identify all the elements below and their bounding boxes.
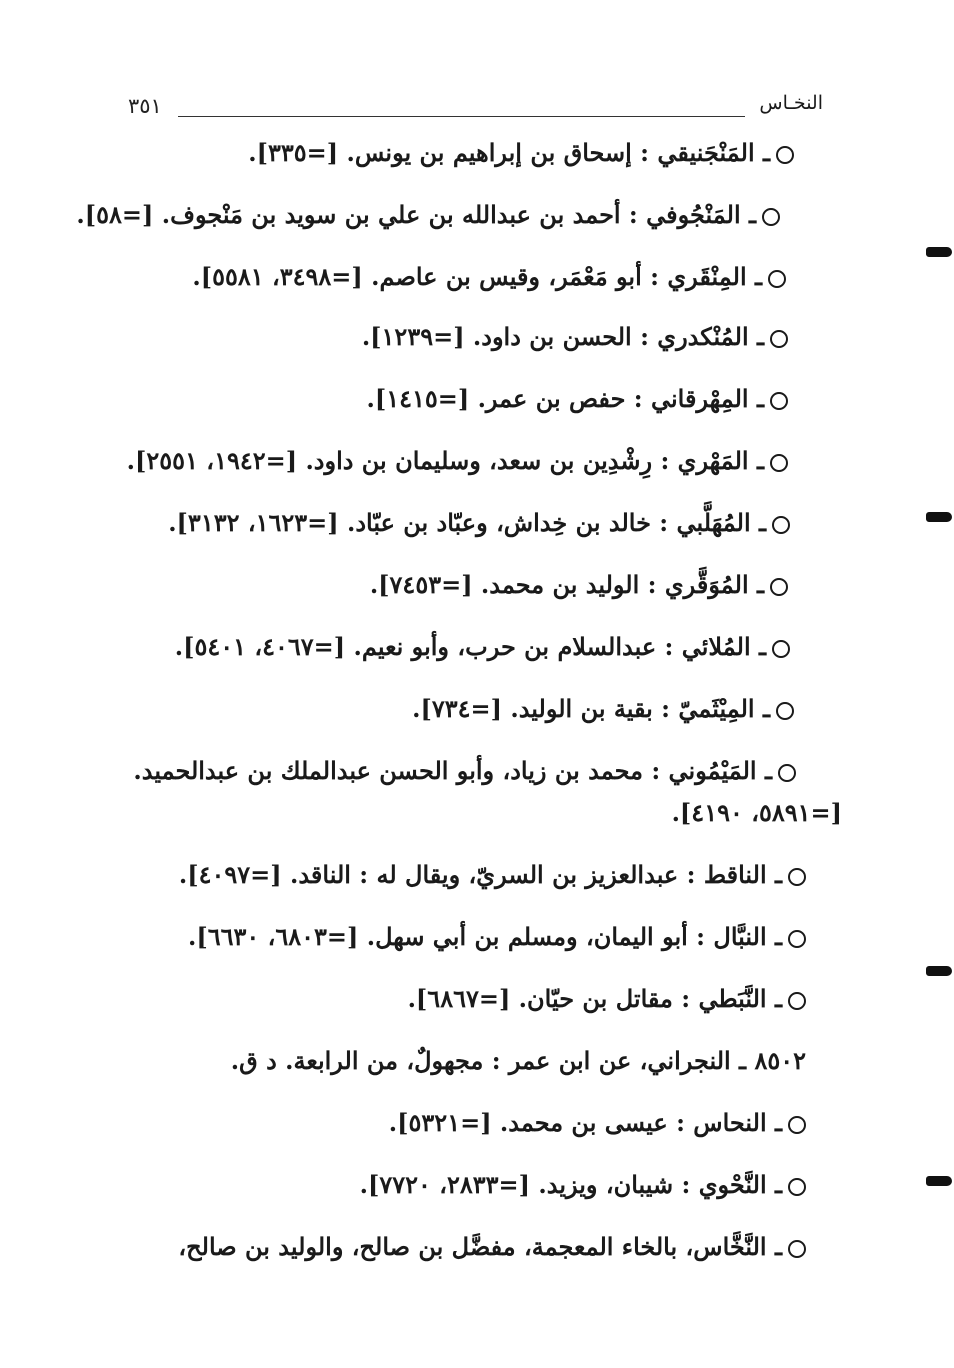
page-number: ٣٥١ <box>128 94 162 118</box>
entry-text: ـ النبَّال : أبو اليمان، ومسلم بن أبي سهل. [=٦٨٠٣، ٦٦٣٠]. <box>187 922 782 951</box>
entry-text: ـ المِهْرقاني : حفص بن عمر. [=١٤١٥]. <box>366 384 764 413</box>
page-header <box>128 92 823 126</box>
entry-text: ـ المُنْكدري : الحسن بن داود. [=١٢٣٩]. <box>361 322 764 351</box>
entry-text: ـ المُلائي : عبدالسلام بن حرب، وأبو نعيم. [=٤٠٦٧، ٥٤٠١]. <box>174 632 766 661</box>
entry-text: ـ المِنْقَري : أبو مَعْمَر، وقيس بن عاصم. [=٣٤٩٨، ٥٥٨١]. <box>192 262 762 291</box>
margin-mark-icon <box>926 512 952 522</box>
entry-line <box>188 922 806 952</box>
entry-text: ـ المَنْجُوفي : أحمد بن عبدالله بن علي بن سويد بن مَنْجوف. [=٥٨]. <box>76 200 756 229</box>
entry-text: ـ النحاس : عيسى بن محمد. [=٥٣٢١]. <box>388 1108 782 1137</box>
circle-bullet-icon <box>788 868 806 886</box>
entry-line <box>179 860 806 890</box>
circle-bullet-icon <box>776 146 794 164</box>
margin-mark-icon <box>926 247 952 257</box>
circle-bullet-icon <box>762 208 780 226</box>
circle-bullet-icon <box>788 1240 806 1258</box>
entry-continuation: [=٥٨٩١، ٤١٩٠]. <box>671 798 842 827</box>
entry-line <box>133 756 796 786</box>
circle-bullet-icon <box>770 454 788 472</box>
entry-line <box>366 384 788 414</box>
entry-line <box>168 508 790 538</box>
entry-text: ـ المِيْثَميّ : بقية بن الوليد. [=٧٣٤]. <box>412 694 770 723</box>
numbered-entry-line <box>231 1046 806 1076</box>
entry-text: ـ المَنْجَنيقي : إسحاق بن إبراهيم بن يونس. [=٣٣٥]. <box>248 138 770 167</box>
circle-bullet-icon <box>788 1178 806 1196</box>
entry-line <box>192 262 786 292</box>
circle-bullet-icon <box>770 330 788 348</box>
circle-bullet-icon <box>772 516 790 534</box>
circle-bullet-icon <box>776 702 794 720</box>
entry-number: ٨٥٠٢ <box>754 1046 806 1075</box>
entry-line <box>362 322 788 352</box>
entry-line <box>175 632 790 662</box>
circle-bullet-icon <box>772 640 790 658</box>
entry-text: ـ النَّحْوي : شيبان، ويزيد. [=٢٨٣٣، ٧٧٢٠]. <box>359 1170 782 1199</box>
entry-line <box>178 1232 806 1262</box>
circle-bullet-icon <box>768 270 786 288</box>
circle-bullet-icon <box>788 1116 806 1134</box>
circle-bullet-icon <box>778 764 796 782</box>
entry-line <box>412 694 794 724</box>
header-rule <box>178 116 745 117</box>
margin-mark-icon <box>926 966 952 976</box>
entry-text: ـ المُوَقَّري : الوليد بن محمد. [=٧٤٥٣]. <box>369 570 764 599</box>
circle-bullet-icon <box>788 992 806 1010</box>
circle-bullet-icon <box>770 578 788 596</box>
entry-line <box>76 200 780 230</box>
entry-text: ـ النَّبَطي : مقاتل بن حيّان. [=٦٨٦٧]. <box>407 984 782 1013</box>
entry-line <box>408 984 806 1014</box>
entry-line <box>360 1170 806 1200</box>
entry-text: ـ المَهْري : رِشْدِين بن سعد، وسليمان بن داود. [=١٩٤٢، ٢٥٥١]. <box>126 446 764 475</box>
entry-line <box>127 446 788 476</box>
entry-line <box>370 570 788 600</box>
entry-text: ـ المُهَلَّبي : خالد بن خِداش، وعبّاد بن عبّاد. [=١٦٢٣، ٣١٣٢]. <box>168 508 766 537</box>
entry-text: ـ المَيْمُوني : محمد بن زياد، وأبو الحسن عبدالملك بن عبدالحميد. <box>133 756 772 785</box>
entry-text: ـ الناقط : عبدالعزيز بن السريّ، ويقال له : الناقد. [=٤٠٩٧]. <box>178 860 782 889</box>
entry-text: ـ النَّخَّاس، بالخاء المعجمة، مفضَّل بن صالح، والوليد بن صالح، <box>178 1232 782 1261</box>
circle-bullet-icon <box>788 930 806 948</box>
running-head: النخـاس <box>759 92 823 114</box>
circle-bullet-icon <box>770 392 788 410</box>
entry-line <box>389 1108 806 1138</box>
margin-mark-icon <box>926 1176 952 1186</box>
entry-text: ـ النجراني، عن ابن عمر : مجهولٌ، من الرابعة. د ق. <box>230 1046 747 1075</box>
entry-line <box>248 138 794 168</box>
